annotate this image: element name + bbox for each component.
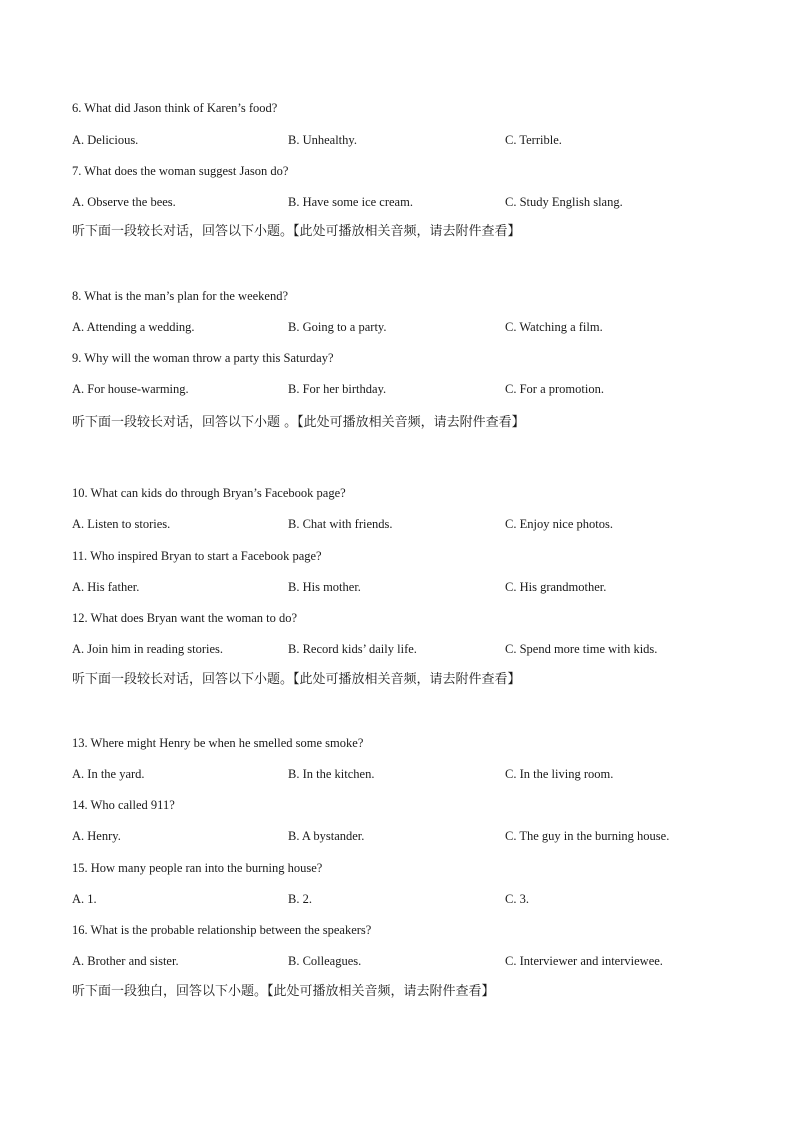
option-c: C. Study English slang. [505,195,623,209]
question-text: What does Bryan want the woman to do? [90,611,298,625]
option-c: C. In the living room. [505,767,614,781]
question-number: 14. [72,798,88,812]
question-12 [72,610,297,626]
option-c: C. The guy in the burning house. [505,829,670,843]
option-b: B. Going to a party. [288,320,387,334]
question-15 [72,860,322,876]
question-number: 6. [72,101,82,115]
option-c: C. For a promotion. [505,382,604,396]
option-a: A. 1. [72,892,97,906]
option-c: C. 3. [505,892,529,906]
option-b: B. In the kitchen. [288,767,375,781]
question-text: What is the probable relationship between the speakers? [90,923,372,937]
option-b: B. 2. [288,892,312,906]
option-b: B. Chat with friends. [288,517,393,531]
question-6 [72,100,277,116]
question-text: What did Jason think of Karen’s food? [84,101,278,115]
question-number: 7. [72,164,82,178]
option-c: C. Terrible. [505,133,562,147]
question-number: 9. [72,351,82,365]
option-b: B. For her birthday. [288,382,387,396]
option-a: A. His father. [72,580,140,594]
audio-instruction: 听下面一段较长对话，回答以下小题。【此处可播放相关音频，请去附件查看】 [72,672,521,687]
option-a: A. Join him in reading stories. [72,642,224,656]
audio-instruction: 听下面一段独白，回答以下小题。【此处可播放相关音频，请去附件查看】 [72,984,495,999]
question-text: How many people ran into the burning house? [90,861,323,875]
question-13 [72,735,363,751]
option-b: B. Unhealthy. [288,133,357,147]
question-8 [72,288,288,304]
audio-instruction: 听下面一段较长对话，回答以下小题。【此处可播放相关音频，请去附件查看】 [72,224,521,239]
question-number: 15. [72,861,88,875]
option-a: A. In the yard. [72,767,145,781]
question-text: Where might Henry be when he smelled some smoke? [90,736,364,750]
option-a: A. For house-warming. [72,382,189,396]
option-b: B. Have some ice cream. [288,195,413,209]
option-c: C. Watching a film. [505,320,603,334]
option-c: C. Enjoy nice photos. [505,517,613,531]
option-a: A. Observe the bees. [72,195,176,209]
question-text: Who called 911? [90,798,175,812]
option-c: C. Spend more time with kids. [505,642,658,656]
question-11 [72,548,322,564]
option-a: A. Attending a wedding. [72,320,195,334]
option-a: A. Listen to stories. [72,517,171,531]
option-b: B. Colleagues. [288,954,362,968]
question-number: 12. [72,611,88,625]
option-c: C. Interviewer and interviewee. [505,954,663,968]
question-9 [72,350,334,366]
option-b: B. His mother. [288,580,361,594]
question-14 [72,797,175,813]
option-a: A. Delicious. [72,133,139,147]
audio-instruction: 听下面一段较长对话，回答以下小题 。【此处可播放相关音频，请去附件查看】 [72,415,525,430]
option-b: B. A bystander. [288,829,365,843]
option-c: C. His grandmother. [505,580,607,594]
question-10 [72,485,346,501]
question-number: 10. [72,486,88,500]
question-number: 16. [72,923,88,937]
question-number: 8. [72,289,82,303]
question-number: 11. [72,549,88,563]
question-text: What can kids do through Bryan’s Facebook page? [90,486,346,500]
option-b: B. Record kids’ daily life. [288,642,417,656]
question-16 [72,922,371,938]
question-number: 13. [72,736,88,750]
question-7 [72,163,288,179]
question-text: Why will the woman throw a party this Saturday? [84,351,334,365]
option-a: A. Henry. [72,829,121,843]
option-a: A. Brother and sister. [72,954,179,968]
question-text: Who inspired Bryan to start a Facebook page? [90,549,322,563]
question-text: What does the woman suggest Jason do? [84,164,289,178]
question-text: What is the man’s plan for the weekend? [84,289,289,303]
